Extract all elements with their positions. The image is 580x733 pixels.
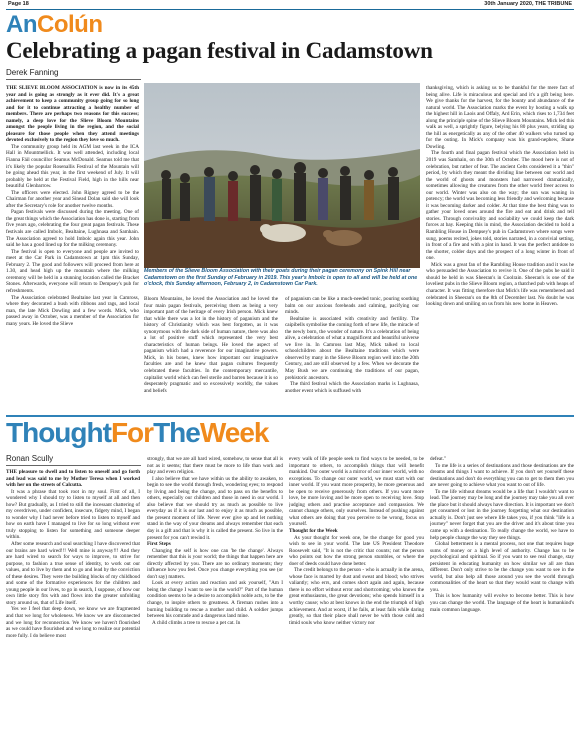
photo-illustration <box>144 83 420 268</box>
thought-title-part4: Week <box>199 417 269 448</box>
section-title-part1: An <box>6 11 37 38</box>
thought-paragraph: every walk of life people seek to find ways to be needed, to be important to others, to accomplish things that will benefit mankind. Our outer world is a mirror of our inner world, with no exceptions. To change our outer world, we must start with our inner world. If you want more prosperity, be more generous and be open to receive generously from others. If you want more love, be more loving and be more open to receiving love. Stop judging others and practise acceptance and compassion. We cannot change others, only ourselves. Instead of pushing against what others are doing that you perceive to be wrong, focus on yourself. <box>289 456 424 528</box>
article-paragraph: The Association celebrated Bealtaine last year in Camross, where they decorated a bush with ribbons and rags, and local man, the late Mick Dowling and a few words. Mick, who passed away in October, was a member of the Association for many years. He loved the Slieve <box>6 294 139 327</box>
article-byline: Derek Fanning <box>6 68 59 77</box>
thought-paragraph: To me life without dreams would be a life that I wouldn't want to lead. The journey may be long and the journey may take you all over the place but it should always have direction. It is important we don't get consumed or lost in the journey forgetting what our destination actually is. Don't just see where life takes you, if you think "life is a journey" never forget that you are the driver and it's about time you came up with a destination. To really change the world, we have to help people change the way they see things. <box>430 488 574 541</box>
thought-paragraph: strongly, that we are all hard wired, somehow, to sense that all is not as it seems; that there must be more to life than work and play and even religion. <box>147 456 283 476</box>
thought-paragraph: This is how humanity will evolve to become better. This is how you can change the world. The language of the heart is humankind's main common language. <box>430 593 574 613</box>
page-folio: Page 18 <box>8 1 29 7</box>
thought-paragraph: Changing the self is how one can 'be the change'. Always remember that this is your world; the things that happen here are directly affected by you. There are no ordinary moments; they influence how you feel. Once you change everything you see (or don't say) matters. <box>147 547 283 580</box>
section-title-part2: Colún <box>37 11 103 38</box>
section-title <box>6 12 102 38</box>
thought-paragraph: After some research and soul searching I have discovered that our brains are hard wired!!! Well mine is anyway!!! And they are hard wired to search for ways to improve, to strive for purpose, to fashion a true sense of identity, to work out our values, and to live by them and to go and lead by the conviction of these desires. They were the building blocks of my childhood and some of the formative experiences for the children and young people in our lives, to go in search, I suppose, of how our own little story fits with and flows into the greater unfolding story around us, that of Life itself. <box>6 541 140 606</box>
article-paragraph: The fourth and final pagan festival which the Association held in 2019 was Samhain, on the 30th of October. The mood here is not of celebration, but rather of fear. The ancient Celts considered it a "thin" period, by which they meant the dividing line between our world and the world of ghosts and monsters had narrowed dramatically, sometimes allowing the creatures from the other world freer access to our world. Winter was also on the way; the sun was waning in potency; the world was becoming less friendly and welcoming because it was becoming darker and colder. At that time the best thing was to gather your loved ones around the fire and eat and drink and tell stories. Through convivality and sociability we could keep the dark forces at bay. Keeping this in mind, the Association decided to hold a Rambling House in Dempsey's pub in Cadamstown where songs were sung, poems recited, jokes told, stories narrated, in a convivial setting, in front of a fire and with a pint in hand. It was the perfect antidote to the shorter, colder days and the prospect of a long winter in front of one. <box>426 150 574 262</box>
article-paragraph: Bealtaine is associated with creativity and fertility. The caipibells symbolise the coming forth of new life, the miracle of the newly born, the wonder of nature. It's a celebration of being alive, a celebration of what a magnificent and beautiful universe we live in. In Camross last May, Mick talked to local schoolchildren about the Bealtaine traditions which were observed by many in the Slieve Bloom region well into the 20th Century, and are still observed by a few. When we decorate the May Bush we are continuing the traditions of our pagan, prehistoric ancestors. <box>285 315 419 381</box>
article-headline: Celebrating a pagan festival in Cadamstown <box>6 38 433 63</box>
article-lead: THE SLIEVE BLOOM ASSOCIATION is now in its 45th year and is going as strongly as it ever did. It's a great achievement to keep a community group going for so long and for it to continue attracting a healthy number of members. There are perhaps two reasons for this success; namely, a deep love for the Slieve Bloom Mountains amongst the people living in the region, and the social pleasure for those people when they attend meetings devoted exclusively to the region they love so much. <box>6 85 139 144</box>
byline-rule <box>6 79 141 80</box>
thought-paragraph: Look at every action and reaction and ask yourself, "Am I being the change I want to see in the world?" Part of the human condition seems to be a desire to accomplish noble acts, to be the change, to inspire others to greatness. A fireman rushes into a burning building to rescue a mother and child. A soldier jumps between his comrade and a dangerous land mine. <box>147 580 283 620</box>
article-column-1 <box>6 85 139 413</box>
article-paragraph: The community group held its AGM last week in the ICA Hall in Mountmellick. It was well attended, including local Fianna Fáil councillor Seamus McDonald. Seamus told me that it's likely the popular Rosenallis Festival of the Mountain will be going ahead this year, in the first weekend of July. It will probably be held at the Festival Field, high in the hills near beautiful Glenbarrow. <box>6 143 139 190</box>
article-paragraph: of paganism can be like a much-needed tonic, pouring soothing balm on our anxious foreheads and calming, pacifying our minds. <box>285 296 419 316</box>
thought-byline: Ronan Scully <box>6 454 54 463</box>
article-column-2 <box>144 296 278 413</box>
page-dateline: 30th January 2020, THE TRIBUNE <box>484 1 572 7</box>
thought-paragraph: The credit belongs to the person - who is actually in the arena, whose face is marred by dust and sweat and blood; who strives valiantly; who errs, and comes short again and again, because there is no effort without error and shortcoming; who knows the great enthusiasms, the great devotions; who spends himself in a worthy cause; who at best knows in the end the triumph of high achievement. And at worst, if he fails, at least fails while daring greatly, so that their place shall never be with those cold and timid souls who know neither victory nor <box>289 567 424 626</box>
thought-subhead: Thought for the Week <box>289 528 338 535</box>
header-rule <box>6 9 574 10</box>
thought-paragraph: defeat." <box>430 456 447 462</box>
thought-title <box>6 416 268 450</box>
article-paragraph: Bloom Mountains, he loved the Association and he loved the four main pagan festivals, perceiving them as being a very important part of the heritage of every Irish person. Mick knew that while there was a lot in the history of paganism and the history of Christianity which was best forgotten, as it was synonymous with the dark side of human nature, there was also a lot of positive stuff which represented the very best characteristics of human beings. He loved the aspect of paganism which had a reverence for our imaginative powers. Mick, in his bones, knew how important our imaginative faculties are and he knew that pagan cultures frequently celebrated these faculties. In the contemporary mercantile, capitalist world which can feel sterile and barren because it is so desperately pragmatic and so excessively worldly, the values and beliefs <box>144 296 278 394</box>
thought-column-2 <box>147 456 283 731</box>
thought-lead: THE pleasure to dwell and to listen to oneself and go forth and lead was said to me by Mother Teresa when I worked with her on the streets of Calcutta. <box>6 469 140 489</box>
article-paragraph: The festival is open to everyone and people are invited to meet at the Car Park in Cadamstown at 1pm this Sunday, February 2. The good and followers will proceed from here at 1.30, and head high up the mountain where the milking ceremony will be held in a stunning location called the Bracket Stones. Afterwards, everyone will return to Dempsey's pub for refreshments. <box>6 248 139 294</box>
article-paragraph: The officers were elected. John Rigney agreed to be the Chairman for another year and Sinead Dolan said she will look after the Secretary's role for another twelve months. <box>6 189 139 209</box>
thought-title-part3: The <box>153 417 200 448</box>
byline-rule <box>6 465 141 466</box>
thought-title-part1: Thought <box>6 417 111 448</box>
article-column-4 <box>426 85 574 413</box>
thought-paragraph: As your thought for week one, be the change for good you wish to see in your world. The late US President Theodore Roosevelt said, "It is not the critic that counts; not the person who points out how the strong person stumbles, or where the doer of deeds could have done better. <box>289 534 424 567</box>
photo-caption: Members of the Slieve Bloom Association with their goats during their pagan ceremony on Spink Hill near Cadamstown on the first Sunday of February in 2019. This year's Imbolc is open to all and will be held at one o'clock, this Sunday afternoon, February 2, in Cadamstown Car Park. <box>144 268 418 288</box>
thought-paragraph: It was a phrase that took root in my soul. First of all, I wondered why I should try to listen to myself at all and then how? But gradually, as I tried to still the incessant chattering of my overdriven, under confident, insecure, fidgety mind, I began to wonder why I had never before tried to listen to myself and how on earth have I managed to live for so long without ever truly stopping to listen for something and someone deeper within. <box>6 488 140 541</box>
thought-paragraph: A child climbs a tree to rescue a pet cat. In <box>152 619 241 626</box>
thought-column-1 <box>6 469 140 731</box>
article-paragraph: The third festival which the Association marks is Lughnasa, another event which is suffused with <box>285 381 419 394</box>
thought-paragraph: Global betterment is a mental process, not one that requires huge sums of money or a high level of authority. Change has to be psychological and spiritual. So if you want to see real change, stay persistent in educating humanity on how similar we all are than different. Don't only strive to be the change you want to see in the world, but also help all those around you see the world through commonalities of the heart so that they would want to change with you. <box>430 541 574 593</box>
article-paragraph: Pagan festivals were discussed during the meeting. One of the great things which the Association has done is, starting from five years ago, celebrating the four great pagan festivals. These festivals are called Imbolc, Bealtaine, Lughnasa and Samhain. The Association agreed to hold Imbolc again this year. John said he has a good lined up for the milking ceremony. <box>6 209 139 249</box>
thought-paragraph: To me life is a series of destinations and those destinations are the dreams and things I want to achieve. If you don't set yourself these destinations and don't do everything you can to get to them then you are never going to achieve what you want to out of life. <box>430 462 574 489</box>
thought-column-3 <box>289 456 424 731</box>
thought-title-part2: For <box>110 417 154 448</box>
article-paragraph: thanksgiving, which is asking us to be thankful for the mere fact of being alive. Life is miraculous and special and it's a gift being here. We give thanks for the harvest, for the bounty and abundance of the natural world. The Association marks the event by hosting a walk up the highest hill in Laois and Offaly, Ard Erin, which rises to 1,734 feet along the principle spine of the Slieve Bloom Mountains. Mick led this walk as well, a sprightly figure, belying his 80 plus years, striding up the hill as energetically as any of the other 40 walkers who turned up for the outing. In Mick's company was his grand-nephew, Shane Dowling. <box>426 85 574 150</box>
thought-paragraph: Yes we I feel that deep down, we know we are fragmented and that we long for wholeness. We know we are disconnected and we long for reconnection. We know we haven't flourished as we could have flourished and we long to realize our potential more fully. I do believe most <box>6 606 140 639</box>
article-photo <box>144 83 420 268</box>
article-column-3 <box>285 296 419 413</box>
thought-column-4 <box>430 456 574 731</box>
article-paragraph: Mick was a great fan of the Rambling House tradition and it was he who persuaded the Association to revive it. One of the pubs he said it should be held in was Sheeran's in Coolrain. Sheeran's is one of the loveliest pubs in the Slieve Bloom region, a thatched pub with heaps of character. It was fitting therefore that Mick's life was remembered and celebrated in Sheeran's on the 8th of December last. No doubt he was looking down and smiling on us from his new home in Heaven. <box>426 261 574 308</box>
first-steps-subhead: First Steps <box>147 541 171 548</box>
thought-paragraph: I also believe that we have within us the ability to awaken, to begin to see the world through fresh, wondering eyes; to respond by living and being the change, and to pass on the benefits to others, especially our children and those in need in our world. I also believe that we should try as much as possible to live everyday as if it is our last and to enjoy it as much as possible, the present moment of life. Never ever give up and let nothing stand in the way of your dreams and always remember that each day is a gift and that is why it is called the present. So live in the present for you can't rewind it. <box>147 475 283 541</box>
